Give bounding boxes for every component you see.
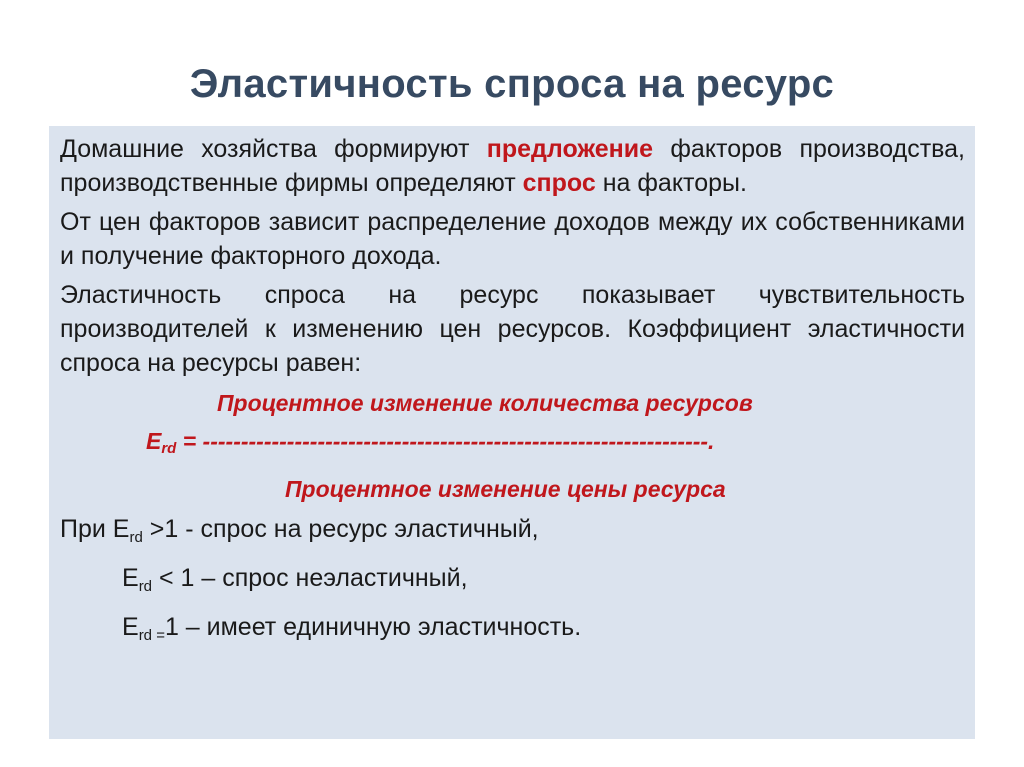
- highlight-demand: спрос: [522, 169, 596, 197]
- condition-subscript: rd: [129, 529, 143, 546]
- condition-subscript: rd =: [138, 627, 165, 644]
- formula-subscript: rd: [161, 440, 177, 457]
- formula-symbol: E: [146, 428, 162, 454]
- paragraph-factor-prices: От цен факторов зависит распределение доходов между их собственниками и получение факторного дохода.: [60, 208, 965, 270]
- highlight-supply: предложение: [486, 135, 654, 163]
- condition-text: >1 - спрос на ресурс эластичный,: [142, 515, 539, 543]
- condition-elastic: [60, 514, 965, 553]
- formula-numerator: Процентное изменение количества ресурсов: [217, 390, 753, 416]
- condition-unit-elastic: [60, 612, 965, 651]
- content-box: [49, 126, 975, 739]
- condition-text: < 1 – спрос неэластичный,: [152, 564, 468, 592]
- slide-title: Эластичность спроса на ресурс: [189, 62, 835, 106]
- condition-subscript: rd: [138, 578, 153, 595]
- paragraph1-text-before: Домашние хозяйства формируют: [60, 135, 487, 163]
- formula-denominator: Процентное изменение цены ресурса: [285, 476, 726, 502]
- condition-prefix: E: [122, 564, 139, 592]
- formula-equals-line: [60, 426, 965, 464]
- paragraph-supply-demand: [60, 132, 965, 200]
- paragraph1-text-middle: факторов производства, производственные фирмы определяют: [60, 135, 965, 197]
- paragraph-elasticity-definition: Эластичность спроса на ресурс показывает чувствительность производителей к изменению цен ресурсов. Коэффициент эластичности спроса на ресурсы равен:: [60, 281, 965, 377]
- formula-fraction-line: = ------------------------------------------------------------------.: [176, 428, 715, 454]
- condition-prefix: E: [122, 613, 139, 641]
- condition-text: 1 – имеет единичную эластичность.: [164, 613, 582, 641]
- condition-inelastic: [60, 563, 965, 602]
- condition-prefix: При E: [60, 515, 130, 543]
- paragraph1-text-after: на факторы.: [595, 169, 747, 197]
